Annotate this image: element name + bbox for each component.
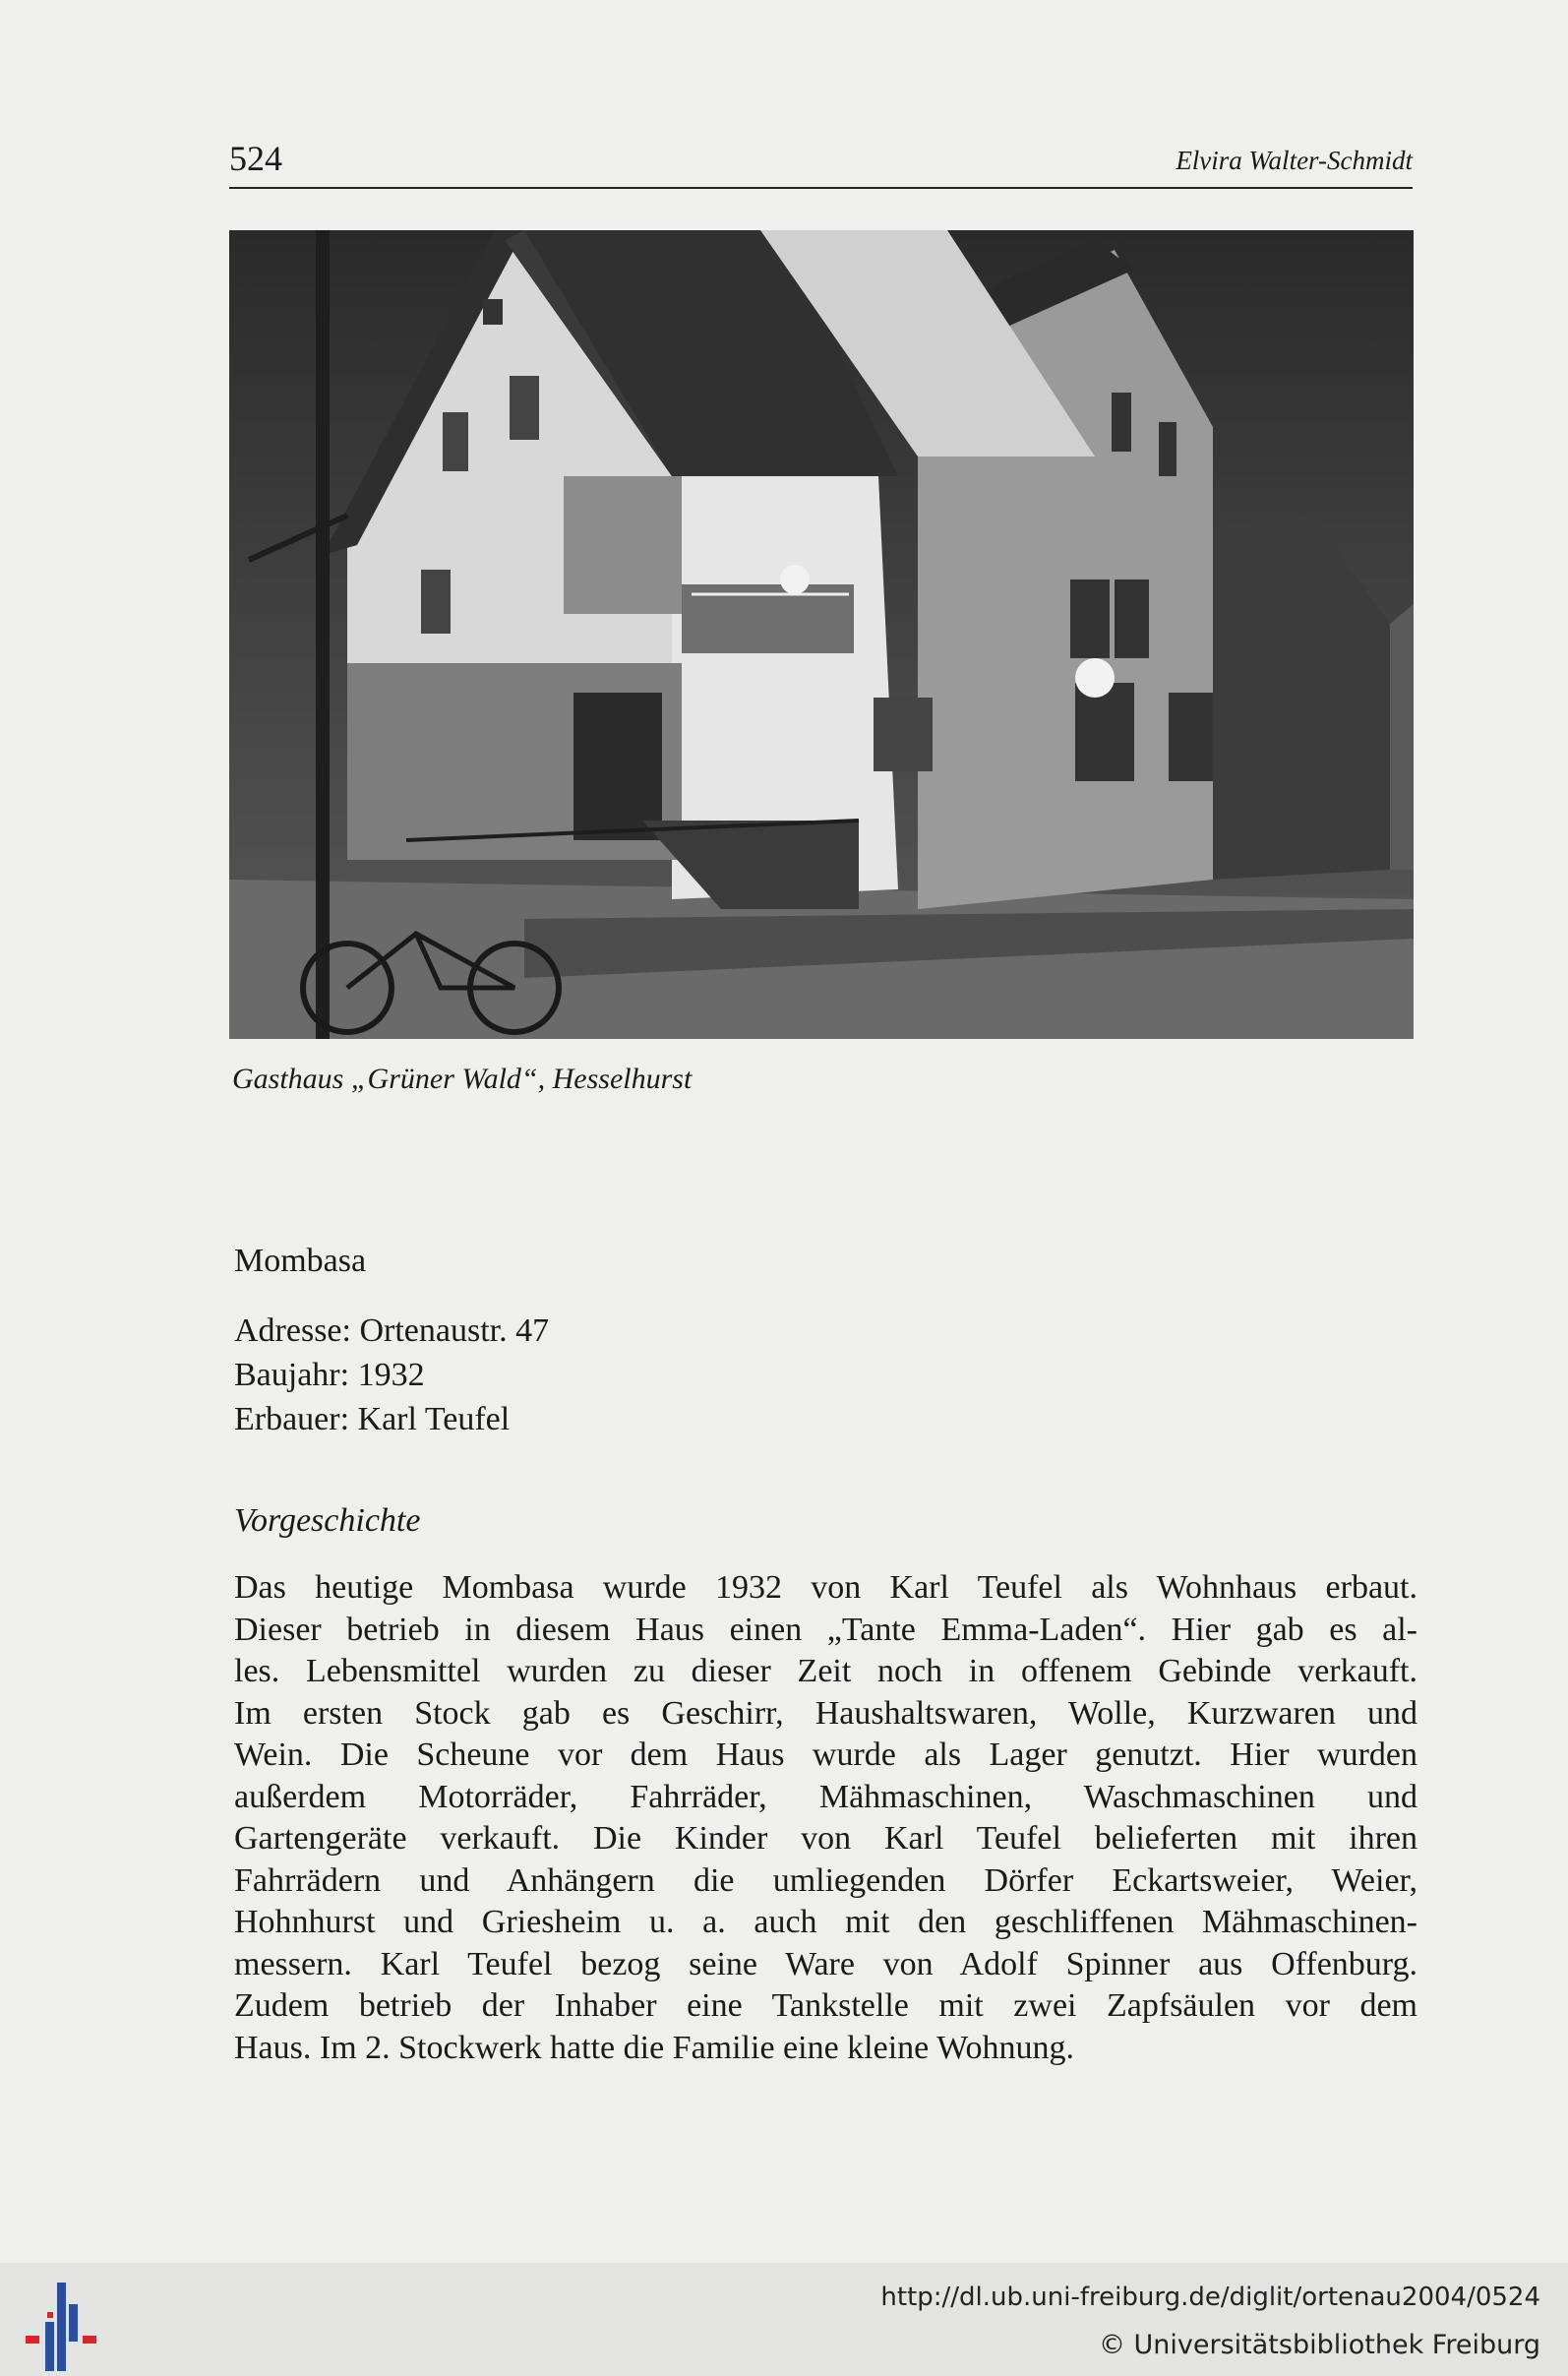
- body-line: Wein. Die Scheune vor dem Haus wurde als Lager genutzt. Hier wurden: [234, 1736, 1417, 1773]
- fact-address: Adresse: Ortenaustr. 47: [234, 1312, 550, 1349]
- body-line: Haus. Im 2. Stockwerk hatte die Familie eine kleine Wohnung.: [234, 2029, 1075, 2066]
- library-logo-icon: [22, 2283, 100, 2371]
- body-line: Im ersten Stock gab es Geschirr, Haushaltswaren, Wolle, Kurzwaren und: [234, 1694, 1417, 1732]
- photo-drawing: [229, 230, 1414, 1039]
- body-line: Dieser betrieb in diesem Haus einen „Tante Emma-Laden“. Hier gab es al-: [234, 1611, 1417, 1648]
- source-url-link[interactable]: http://dl.ub.uni-freiburg.de/diglit/ortenau2004/0524: [880, 2283, 1540, 2312]
- body-line: messern. Karl Teufel bezog seine Ware von Adolf Spinner aus Offenburg.: [234, 1945, 1417, 1982]
- footer-bar: [0, 2263, 1568, 2376]
- fact-year-built: Baujahr: 1932: [234, 1357, 425, 1393]
- fact-builder: Erbauer: Karl Teufel: [234, 1401, 511, 1437]
- body-line: Gartengeräte verkauft. Die Kinder von Karl Teufel belieferten mit ihren: [234, 1820, 1417, 1857]
- page-number: 524: [229, 139, 282, 178]
- body-line: Hohnhurst und Griesheim u. a. auch mit den geschliffenen Mähmaschinen-: [234, 1904, 1417, 1940]
- body-line: Zudem betrieb der Inhaber eine Tankstelle mit zwei Zapfsäulen vor dem: [234, 1987, 1417, 2024]
- body-line: Fahrrädern und Anhängern die umliegenden Dörfer Eckartsweier, Weier,: [234, 1861, 1417, 1899]
- entry-facts: [234, 1309, 549, 1441]
- building-photo: [229, 230, 1414, 1039]
- running-head: [229, 138, 1413, 189]
- body-paragraph: [234, 1567, 1417, 2069]
- body-line: außerdem Motorräder, Fahrräder, Mähmaschinen, Waschmaschinen und: [234, 1778, 1417, 1815]
- running-author: Elvira Walter-Schmidt: [1176, 146, 1413, 175]
- subheading-history: Vorgeschichte: [234, 1502, 421, 1539]
- entry-title: Mombasa: [234, 1243, 367, 1279]
- photo-caption: Gasthaus „Grüner Wald“, Hesselhurst: [232, 1063, 693, 1095]
- body-line: les. Lebensmittel wurden zu dieser Zeit noch in offenem Gebinde verkauft.: [234, 1653, 1417, 1689]
- copyright-notice: © Universitätsbibliothek Freiburg: [1098, 2330, 1540, 2360]
- body-line: Das heutige Mombasa wurde 1932 von Karl Teufel als Wohnhaus erbaut.: [234, 1569, 1417, 1606]
